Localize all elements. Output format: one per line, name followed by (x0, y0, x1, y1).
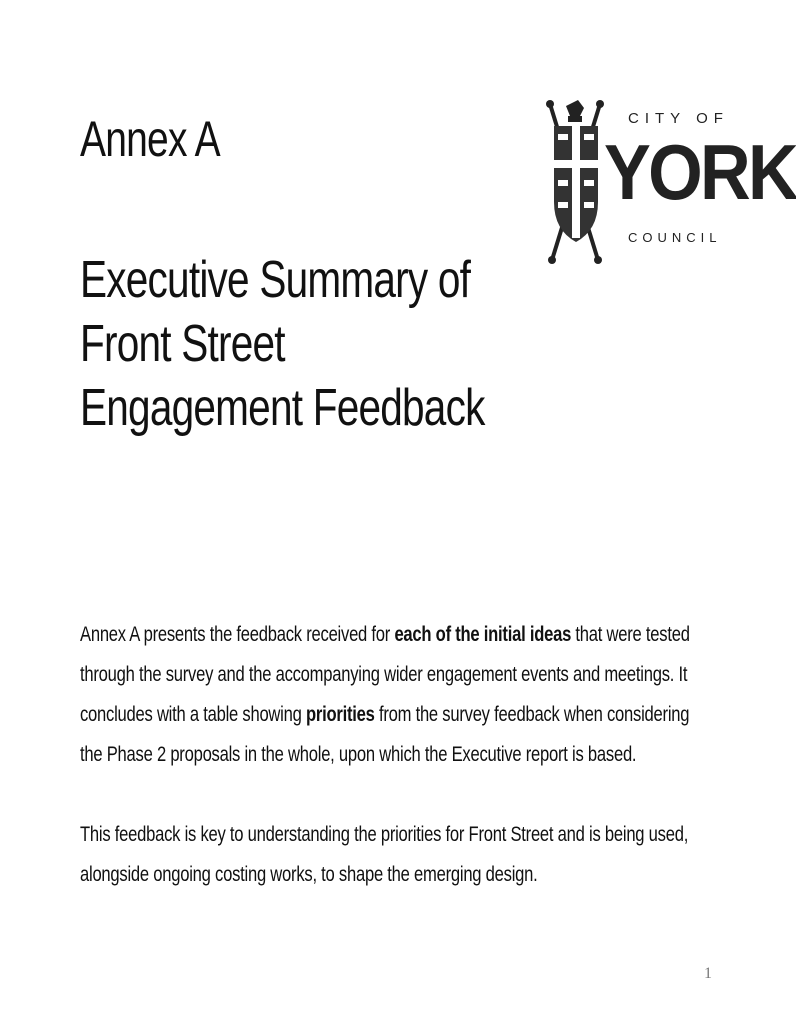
intro-emphasis-priorities: priorities (305, 703, 375, 726)
title-line-1: Executive Summary of (80, 251, 471, 309)
feedback-text: This feedback is key to understanding the priorities for Front Street and is being used, alongside ongoing costing works, to shape the emerging design. (80, 823, 689, 886)
logo-council-text: COUNCIL (628, 230, 722, 245)
page-number: 1 (704, 965, 712, 982)
title-line-3: Engagement Feedback (80, 379, 485, 437)
intro-emphasis-initial-ideas: each of the initial ideas (394, 623, 572, 646)
feedback-paragraph (80, 815, 704, 895)
intro-text-3: from the survey feedback when considering the Phase 2 proposals in the whole, upon which the Executive report is based. (80, 703, 690, 766)
document-title (80, 248, 485, 440)
logo-city-of-text: CITY OF (628, 110, 729, 127)
intro-text-2: that were tested through the survey and the accompanying wider engagement events and meetings. It concludes with a table showing (80, 623, 690, 726)
title-line-2: Front Street (80, 315, 285, 373)
intro-paragraph (80, 615, 704, 775)
annex-label: Annex A (80, 111, 220, 167)
intro-text-1: Annex A presents the feedback received for (80, 623, 395, 646)
logo-york-text: YORK (604, 128, 796, 216)
